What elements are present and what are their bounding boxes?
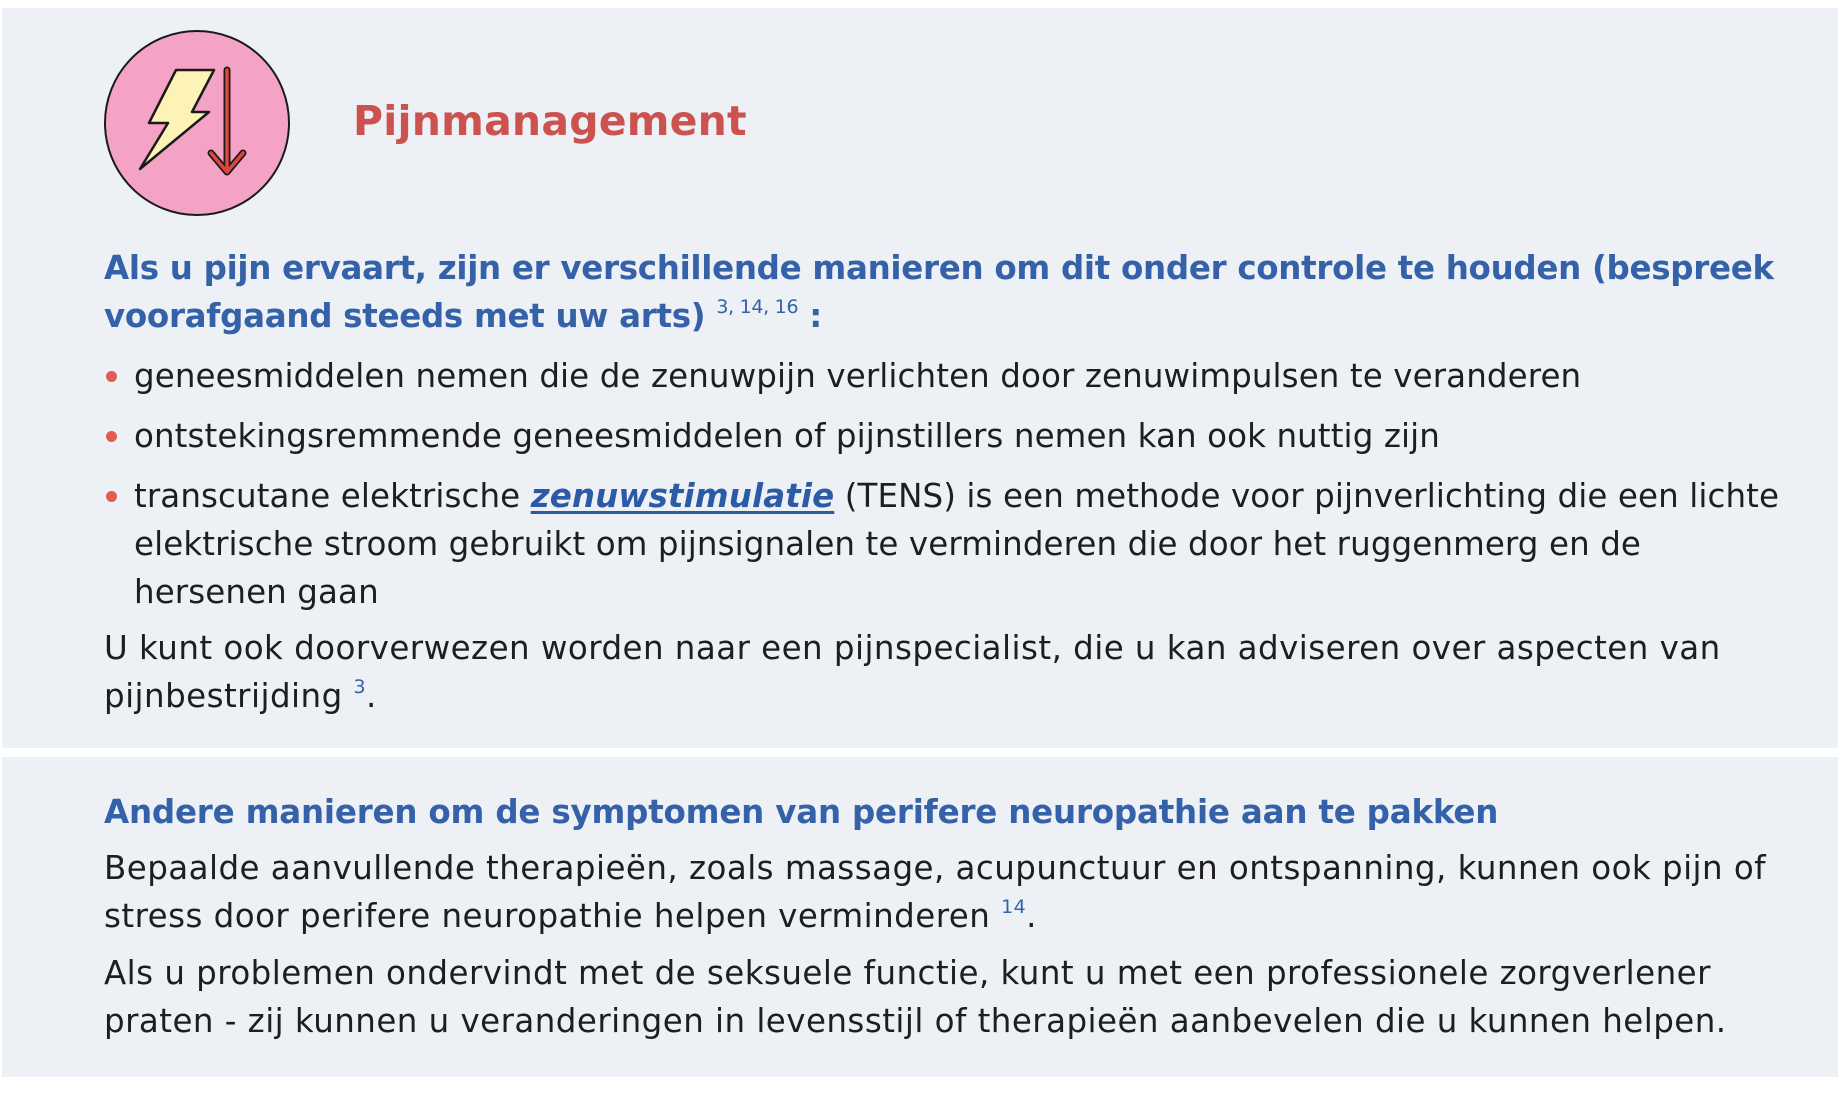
citation-refs[interactable]: 3, 14, 16 <box>716 296 799 318</box>
citation-ref[interactable]: 14 <box>1001 896 1027 918</box>
bullet-dot <box>106 431 117 442</box>
bullet-dot <box>106 491 117 502</box>
bullet-dot <box>106 371 117 382</box>
other-approaches-body <box>104 844 1804 1054</box>
pain-intro-text: Als u pijn ervaart, zijn er verschillende manieren om dit onder controle te houden (bespreek voorafgaand steeds met uw arts) <box>104 249 1774 335</box>
other-approaches-heading: Andere manieren om de symptomen van perifere neuropathie aan te pakken <box>104 793 1499 831</box>
zenuwstimulatie-link[interactable]: zenuwstimulatie <box>530 477 835 515</box>
complementary-therapies-paragraph <box>104 844 1804 940</box>
list-item <box>104 472 1804 616</box>
pain-options-list <box>104 352 1804 628</box>
list-item-text: geneesmiddelen nemen die de zenuwpijn verlichten door zenuwimpulsen te veranderen <box>134 357 1582 395</box>
pain-intro-heading <box>104 244 1804 340</box>
pain-intro-suffix: : <box>809 297 822 335</box>
paragraph-text: Bepaalde aanvullende therapieën, zoals massage, acupunctuur en ontspanning, kunnen ook pijn of stress door perifere neuropathie helpen verminderen <box>104 849 1767 935</box>
paragraph-suffix: . <box>365 677 377 715</box>
paragraph-suffix: . <box>1026 897 1037 935</box>
lightning-arrow-down-icon <box>104 30 290 216</box>
page-title: Pijnmanagement <box>353 97 747 145</box>
sexual-function-paragraph: Als u problemen ondervindt met de seksuele functie, kunt u met een professionele zorgverlener praten - zij kunnen u veranderingen in levensstijl of therapieën aanbevelen die u kunnen helpen. <box>104 954 1727 1040</box>
list-item-text: ontstekingsremmende geneesmiddelen of pijnstillers nemen kan ook nuttig zijn <box>134 417 1440 455</box>
citation-ref[interactable]: 3 <box>353 676 366 698</box>
pain-specialist-paragraph <box>104 624 1804 720</box>
list-item-text-after: (TENS) is een methode voor pijnverlichting die een lichte elektrische stroom gebruikt om pijnsignalen te verminderen die door het ruggenmerg en de hersenen gaan <box>134 477 1780 611</box>
list-item <box>104 412 1804 460</box>
paragraph-text: U kunt ook doorverwezen worden naar een pijnspecialist, die u kan adviseren over aspecten van pijnbestrijding <box>104 629 1721 715</box>
list-item-text-before: transcutane elektrische <box>134 477 531 515</box>
list-item <box>104 352 1804 400</box>
